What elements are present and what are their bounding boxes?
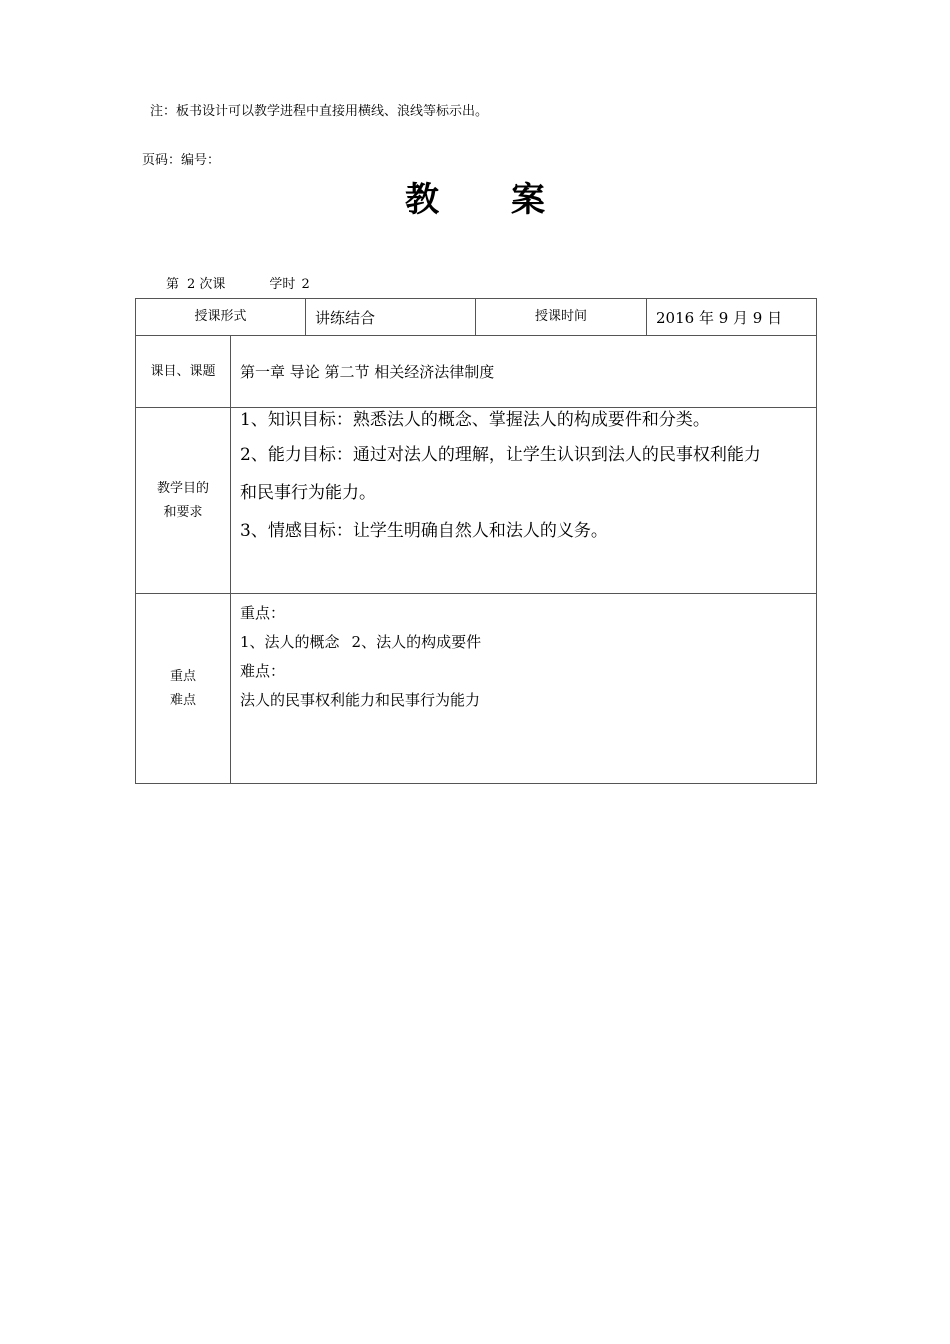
teaching-time-value: 2016 年 9 月 9 日 <box>647 299 817 336</box>
goals-content <box>231 408 817 594</box>
goal-ability: 2、能力目标：通过对法人的理解，让学生认识到法人的民事权利能力 <box>240 445 761 465</box>
title-char-jiao: 教 <box>405 180 439 220</box>
teaching-form-value: 讲练结合 <box>306 299 476 336</box>
teaching-time-label: 授课时间 <box>476 299 647 336</box>
title-char-an: 案 <box>511 180 545 220</box>
goals-label-line1: 教学目的 <box>156 480 209 496</box>
keypoints-content <box>231 594 817 784</box>
topic-value: 第一章 导论 第二节 相关经济法律制度 <box>231 336 817 408</box>
goals-label <box>136 408 231 594</box>
teaching-form-label: 授课形式 <box>136 299 306 336</box>
page-title <box>0 176 950 224</box>
lesson-di: 第 <box>166 277 180 292</box>
key-item-2: 2、法人的构成要件 <box>351 633 482 651</box>
difficulty-heading: 难点： <box>240 662 286 680</box>
table-row-topic <box>136 336 817 408</box>
key-item-1: 1、法人的概念 <box>240 633 340 651</box>
goal-knowledge: 1、知识目标：熟悉法人的概念、掌握法人的构成要件和分类。 <box>240 410 710 430</box>
table-row-form-time <box>136 299 817 336</box>
table-row-goals <box>136 408 817 594</box>
hours-value: 2 <box>301 277 310 292</box>
table-row-keypoints <box>136 594 817 784</box>
goal-emotion: 3、情感目标：让学生明确自然人和法人的义务。 <box>240 521 608 541</box>
keypoints-label-line1: 重点 <box>169 668 196 684</box>
keypoints-label <box>136 594 231 784</box>
lesson-info <box>166 276 310 294</box>
goals-label-line2: 和要求 <box>163 504 203 520</box>
lesson-number: 2 次课 <box>187 277 226 292</box>
difficulty-text: 法人的民事权利能力和民事行为能力 <box>240 691 481 709</box>
hours-label: 学时 <box>269 277 296 292</box>
board-design-note: 注：板书设计可以教学进程中直接用横线、浪线等标示出。 <box>150 104 489 119</box>
key-items <box>240 628 810 657</box>
page-number-label: 页码：编号： <box>142 153 221 168</box>
keypoints-label-line2: 难点 <box>169 692 196 708</box>
key-heading: 重点： <box>240 604 286 622</box>
topic-label: 课目、课题 <box>136 336 231 408</box>
lesson-plan-table <box>135 298 817 784</box>
goal-ability-continued: 和民事行为能力。 <box>240 483 376 503</box>
